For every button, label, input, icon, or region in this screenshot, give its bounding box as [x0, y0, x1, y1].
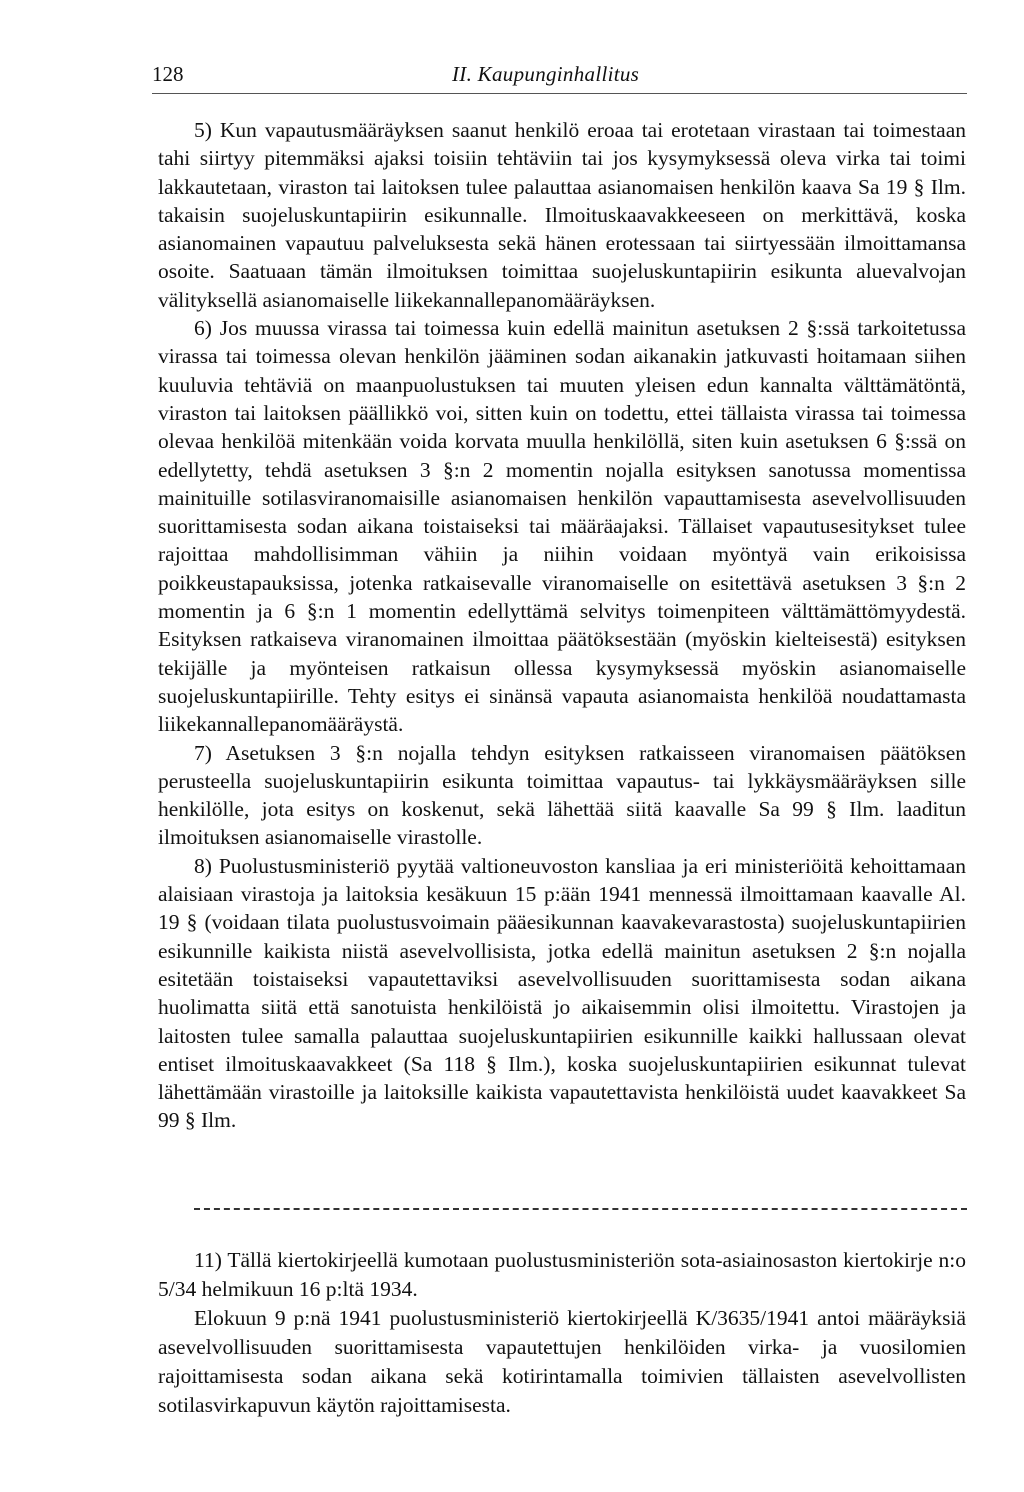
- paragraph-8: 8) Puolustusministeriö pyytää valtioneuvoston kansliaa ja eri ministeriöitä kehoittamaan alaisiaan virastoja ja laitoksia kesäkuun 15 p:ään 1941 mennessä ilmoittamaan kaavalle Al. 19 § (voidaan tilata puolustusvoimain pääesikunnan kaavakevarastosta) suojeluskuntapiirien esikunnille kaikista niistä asevelvollisista, jotka edellä mainitun asetuksen 2 §:n nojalla esitetään toistaiseksi vapautettaviksi asevelvollisuuden suorittamisesta sodan aikana huolimatta siitä että sanotuista henkilöistä jo aikaisemmin olisi ilmoitettu. Virastojen ja laitosten tulee samalla palauttaa suojeluskuntapiirien esikunnille kaikki hallussaan olevat entiset ilmoituskaavakkeet (Sa 118 § Ilm.), koska suojeluskuntapiirien esikunnat tulevat lähettämään virastoille ja laitoksille kaikista vapautettavista henkilöistä uudet kaavakkeet Sa 99 § Ilm.: [158, 853, 966, 1133]
- closing-paragraph: Elokuun 9 p:nä 1941 puolustusministeriö kiertokirjeellä K/3635/1941 antoi määräyksiä asevelvollisuuden suorittamisesta vapautettujen henkilöiden virka- ja vuosilomien rajoittamisesta sodan aikana sekä kotirintamalla toimivien tällaisten asevelvollisten sotilasvirkapuvun käytön rajoittamisesta.: [158, 1306, 966, 1417]
- paragraph-11: 11) Tällä kiertokirjeellä kumotaan puolustusministeriön sota-asiainosaston kiertokirje n:o 5/34 helmikuun 16 p:ltä 1934.: [158, 1248, 966, 1301]
- main-text: [158, 116, 966, 1135]
- paragraph-6: 6) Jos muussa virassa tai toimessa kuin edellä mainitun asetuksen 2 §:ssä tarkoitetussa virassa tai toimessa olevan henkilön jääminen sodan aikanakin jatkuvasti hoitamaan siihen kuuluvia tehtäviä on maanpuolustuksen tai muuten yleisen edun kannalta välttämätöntä, viraston tai laitoksen päällikkö voi, sitten kuin on todettu, ettei tällaista virassa tai toimessa olevaa henkilöä mitenkään voida korvata muulla henkilöllä, siten kuin asetuksen 6 §:ssä on edellytetty, tehdä asetuksen 3 §:n 2 momentin nojalla esityksen sanotussa momentissa mainituille sotilasviranomaisille asianomaisen henkilön vapauttamisesta asevelvollisuuden suorittamisesta sodan aikana toistaiseksi tai määräajaksi. Tällaiset vapautusesitykset tulee rajoittaa mahdollisimman vähiin ja niihin voidaan myöntyä vain erikoisissa poikkeustapauksissa, jotenka ratkaisevalle viranomaiselle on esitettävä asetuksen 3 §:n 2 momentin ja 6 §:n 1 momentin edellyttämä selvitys toimenpiteen välttämättömyydestä. Esityksen ratkaiseva viranomainen ilmoittaa päätöksestään (myöskin kielteisestä) esityksen tekijälle ja myönteisen ratkaisun ollessa kysymyksessä myöskin asianomaiselle suojeluskuntapiirille. Tehty esitys ei sinänsä vapauta asianomaista henkilöä noudattamasta liikekannallepanomääräystä.: [158, 316, 966, 737]
- header-rule: [152, 93, 967, 94]
- paragraph-5: 5) Kun vapautusmääräyksen saanut henkilö eroaa tai erotetaan virastaan tai toimestaan tahi siirtyy pitemmäksi ajaksi toisiin tehtäviin tai jos kysymyksessä oleva virka tai toimi lakkautetaan, viraston tai laitoksen tulee palauttaa asianomaisen henkilön kaava Sa 19 § Ilm. takaisin suojeluskuntapiirin esikunnalle. Ilmoituskaavakkeeseen on merkittävä, koska asianomainen vapautuu palveluksesta sekä hänen erotessaan tai siirtyessään ilmoittamansa osoite. Saatuaan tämän ilmoituksen toimittaa suojeluskuntapiirin esikunta aluevalvojan välityksellä asianomaiselle liikekannallepanomääräyksen.: [158, 118, 966, 312]
- page-header: [152, 62, 967, 90]
- paragraph-7: 7) Asetuksen 3 §:n nojalla tehdyn esityksen ratkaisseen viranomaisen päätöksen perusteella suojeluskuntapiirin esikunta toimittaa vapautus- tai lykkäysmääräyksen sille henkilölle, jota esitys on koskenut, sekä lähettää siitä kaavalle Sa 99 § Ilm. laaditun ilmoituksen asianomaiselle virastolle.: [158, 740, 966, 850]
- dashed-divider: [194, 1208, 967, 1210]
- footer-text: [158, 1246, 966, 1420]
- running-head: II. Kaupunginhallitus: [452, 62, 640, 86]
- page-number: 128: [152, 62, 184, 86]
